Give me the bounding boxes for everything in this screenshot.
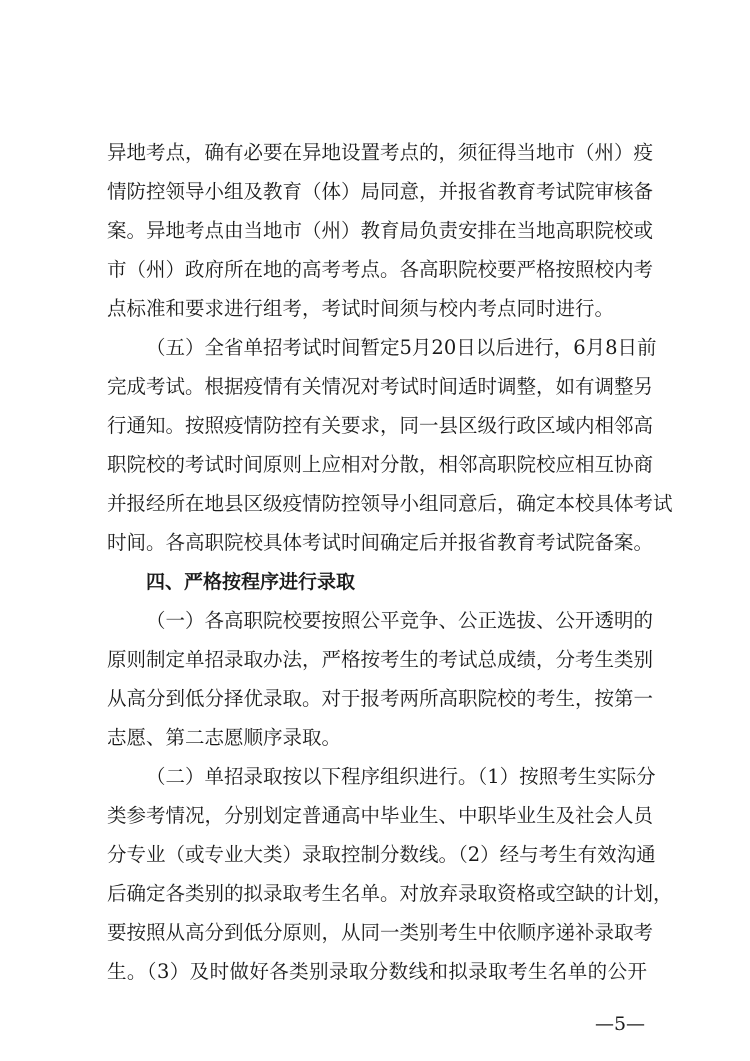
paragraph-line: 类参考情况，分别划定普通高中毕业生、中职毕业生及社会人员 xyxy=(107,804,654,827)
page-number: —5— xyxy=(594,1013,646,1035)
paragraph-line: 时间。各高职院校具体考试时间确定后并报省教育考试院备案。 xyxy=(107,531,654,554)
paragraph-line: 志愿、第二志愿顺序录取。 xyxy=(107,726,342,749)
paragraph-line: 后确定各类别的拟录取考生名单。对放弃录取资格或空缺的计划， xyxy=(107,882,673,905)
paragraph-line: 分专业（或专业大类）录取控制分数线。（2）经与考生有效沟通 xyxy=(107,843,656,866)
section-heading: 四、严格按程序进行录取 xyxy=(146,571,356,593)
paragraph-line: 情防控领导小组及教育（体）局同意，并报省教育考试院审核备 xyxy=(107,180,654,203)
paragraph-line: 从高分到低分择优录取。对于报考两所高职院校的考生，按第一 xyxy=(107,687,654,710)
paragraph-line: 行通知。按照疫情防控有关要求，同一县区级行政区域内相邻高 xyxy=(107,414,654,437)
paragraph-line: （二）单招录取按以下程序组织进行。（1）按照考生实际分 xyxy=(146,765,656,788)
paragraph-line: 职院校的考试时间原则上应相对分散，相邻高职院校应相互协商 xyxy=(107,453,654,476)
paragraph-line: 要按照从高分到低分原则，从同一类别考生中依顺序递补录取考 xyxy=(107,921,654,944)
paragraph-line: （五）全省单招考试时间暂定5月20日以后进行，6月8日前 xyxy=(146,336,657,359)
paragraph-line: 点标准和要求进行组考，考试时间须与校内考点同时进行。 xyxy=(107,297,615,320)
paragraph-line: 异地考点，确有必要在异地设置考点的，须征得当地市（州）疫 xyxy=(107,141,654,164)
paragraph-line: 完成考试。根据疫情有关情况对考试时间适时调整，如有调整另 xyxy=(107,375,654,398)
paragraph-line: （一）各高职院校要按照公平竞争、公正选拔、公开透明的 xyxy=(146,609,654,632)
paragraph-line: 并报经所在地县区级疫情防控领导小组同意后，确定本校具体考试 xyxy=(107,492,673,515)
paragraph-line: 市（州）政府所在地的高考考点。各高职院校要严格按照校内考 xyxy=(107,258,654,281)
paragraph-line: 案。异地考点由当地市（州）教育局负责安排在当地高职院校或 xyxy=(107,219,654,242)
paragraph-line: 原则制定单招录取办法，严格按考生的考试总成绩，分考生类别 xyxy=(107,648,654,671)
paragraph-line: 生。（3）及时做好各类别录取分数线和拟录取考生名单的公开 xyxy=(107,960,647,983)
